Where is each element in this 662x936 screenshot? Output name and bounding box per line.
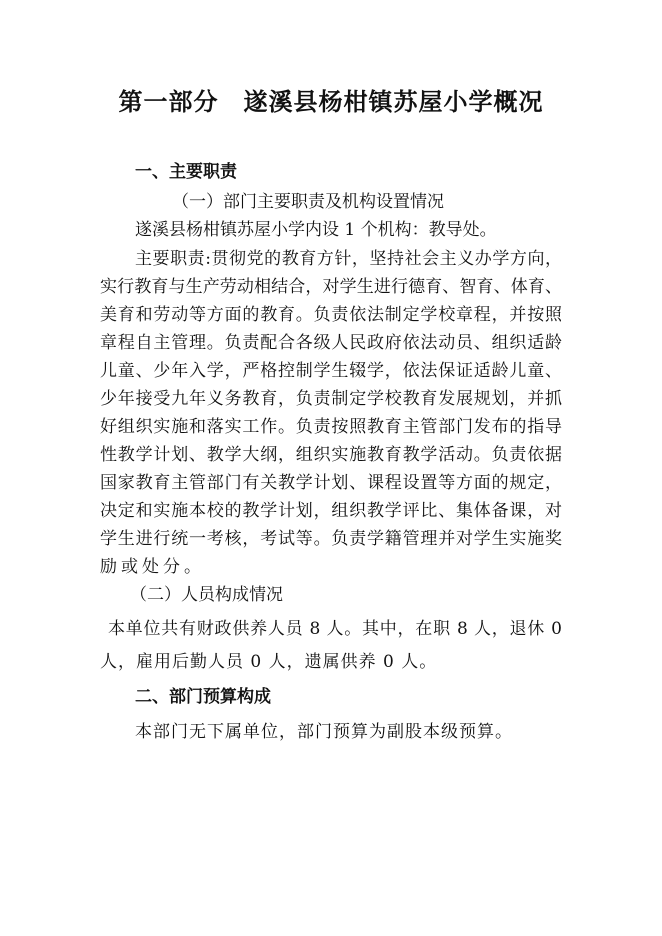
duties-line: 美育和劳动等方面的教育。负责依法制定学校章程，并按照 (100, 305, 562, 325)
duties-line: 主要职责:贯彻党的教育方针，坚持社会主义办学方向， (135, 249, 562, 269)
staff-line: 本单位共有财政供养人员 8 人。其中，在职 8 人，退休 0 (108, 619, 562, 639)
duties-line: 性教学计划、教学大纲，组织实施教育教学活动。负责依据 (100, 445, 562, 465)
duties-line: 励或处分。 (100, 557, 205, 577)
duties-line: 学生进行统一考核，考试等。负责学籍管理并对学生实施奖 (100, 529, 562, 549)
duties-line: 章程自主管理。负责配合各级人民政府依法动员、组织适龄 (100, 333, 562, 353)
page-title: 第一部分 遂溪县杨柑镇苏屋小学概况 (118, 88, 544, 116)
institutions-text: 遂溪县杨柑镇苏屋小学内设 1 个机构：教导处。 (135, 220, 497, 240)
subheading-staff: （二）人员构成情况 (130, 585, 283, 605)
duties-line: 少年接受九年义务教育，负责制定学校教育发展规划，并抓 (100, 389, 562, 409)
section-heading-budget: 二、部门预算构成 (135, 687, 271, 707)
budget-text: 本部门无下属单位，部门预算为副股本级预算。 (135, 722, 513, 742)
duties-line: 决定和实施本校的教学计划，组织教学评比、集体备课，对 (100, 501, 562, 521)
duties-line: 好组织实施和落实工作。负责按照教育主管部门发布的指导 (100, 417, 562, 437)
duties-line: 儿童、少年入学，严格控制学生辍学，依法保证适龄儿童、 (100, 361, 562, 381)
duties-line: 实行教育与生产劳动相结合，对学生进行德育、智育、体育、 (100, 277, 562, 297)
subheading-functions: （一）部门主要职责及机构设置情况 (172, 192, 444, 212)
staff-line: 人，雇用后勤人员 0 人，遗属供养 0 人。 (100, 652, 438, 672)
section-heading-duties: 一、主要职责 (135, 162, 237, 182)
duties-line: 国家教育主管部门有关教学计划、课程设置等方面的规定， (100, 473, 562, 493)
